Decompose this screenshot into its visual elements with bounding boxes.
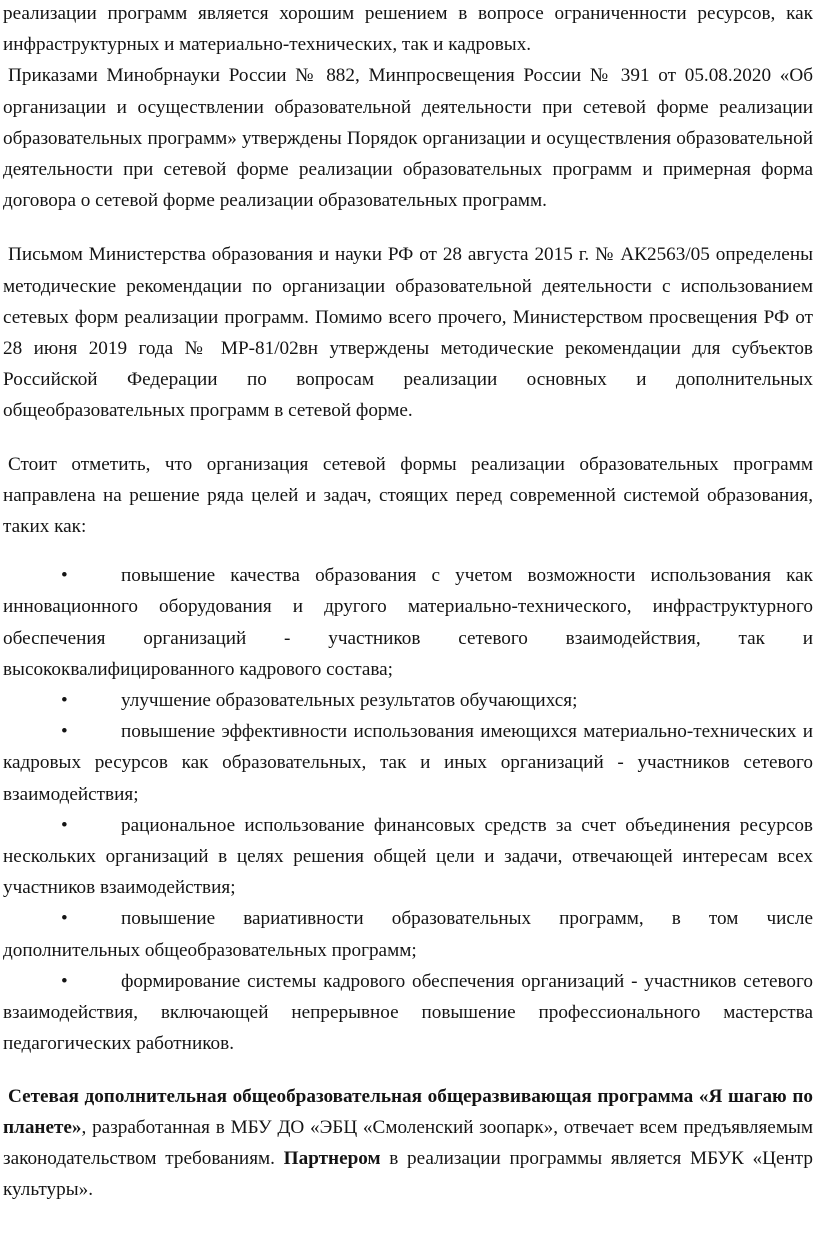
paragraph-letter: Письмом Министерства образования и науки РФ от 28 августа 2015 г. № АК2563/05 определены методические рекомендации по организации образовательной деятельности с использованием сетевых форм реализации программ. Помимо всего прочего, Министерством просвещения РФ от 28 июня 2019 года № МР-81/02вн утверждены методические рекомендации для субъектов Российской Федерации по вопросам реализации основных и дополнительных общеобразовательных программ в сетевой форме. — [3, 244, 813, 422]
goals-list — [3, 560, 813, 1059]
list-item — [3, 685, 813, 716]
partner-label: Партнером — [283, 1147, 381, 1169]
list-item — [3, 810, 813, 904]
partner-description: в реализации программы является МБУК «Центр культуры». — [3, 1147, 813, 1201]
list-item — [3, 560, 813, 685]
bullet-icon: • — [61, 565, 68, 587]
list-item — [3, 716, 813, 810]
list-item-text: повышение эффективности использования имеющихся материально-технических и кадровых ресурсов как образовательных, так и иных организаций - участников сетевого взаимодействия; — [3, 721, 813, 805]
bullet-icon: • — [61, 970, 68, 992]
paragraph-program-partner — [3, 1081, 813, 1206]
program-description: , разработанная в МБУ ДО «ЭБЦ «Смоленский зоопарк», отвечает всем предъявляемым законодательством требованиям. — [3, 1116, 813, 1169]
list-item-text: улучшение образовательных результатов обучающихся; — [121, 690, 578, 712]
bullet-icon: • — [61, 721, 68, 743]
list-item-text: повышение качества образования с учетом возможности использования как инновационного оборудования и другого материально-технического, инфраструктурного обеспечения организаций - участников сетевого взаимодействия, так и высококвалифицированного кадрового состава; — [3, 565, 813, 680]
list-item — [3, 966, 813, 1060]
bullet-icon: • — [61, 908, 68, 930]
paragraph-orders: Приказами Минобрнауки России № 882, Минпросвещения России № 391 от 05.08.2020 «Об организации и осуществлении образовательной деятельности при сетевой форме реализации образовательных программ» утверждены Порядок организации и осуществления образовательной деятельности при сетевой форме реализации образовательных программ и примерная форма договора о сетевой форме реализации образовательных программ. — [3, 65, 813, 212]
bullet-icon: • — [61, 814, 68, 836]
program-title: Сетевая дополнительная общеобразовательная общеразвивающая программа «Я шагаю по планете» — [3, 1085, 813, 1138]
bullet-icon: • — [61, 690, 68, 712]
list-item — [3, 903, 813, 965]
list-item-text: формирование системы кадрового обеспечения организаций - участников сетевого взаимодействия, включающей непрерывное повышение профессионального мастерства педагогических работников. — [3, 970, 813, 1055]
paragraph-goals-intro: Стоит отметить, что организация сетевой формы реализации образовательных программ направлена на решение ряда целей и задач, стоящих перед современной системой образования, таких как: — [3, 453, 813, 538]
list-item-text: рациональное использование финансовых средств за счет объединения ресурсов нескольких организаций в целях решения общей цели и задачи, отвечающей интересам всех участников взаимодействия; — [3, 814, 813, 899]
paragraph-continuation: реализации программ является хорошим решением в вопросе ограниченности ресурсов, как инфраструктурных и материально-технических, так и кадровых. — [3, 3, 813, 56]
list-item-text: повышение вариативности образовательных программ, в том числе дополнительных общеобразовательных программ; — [3, 908, 813, 961]
